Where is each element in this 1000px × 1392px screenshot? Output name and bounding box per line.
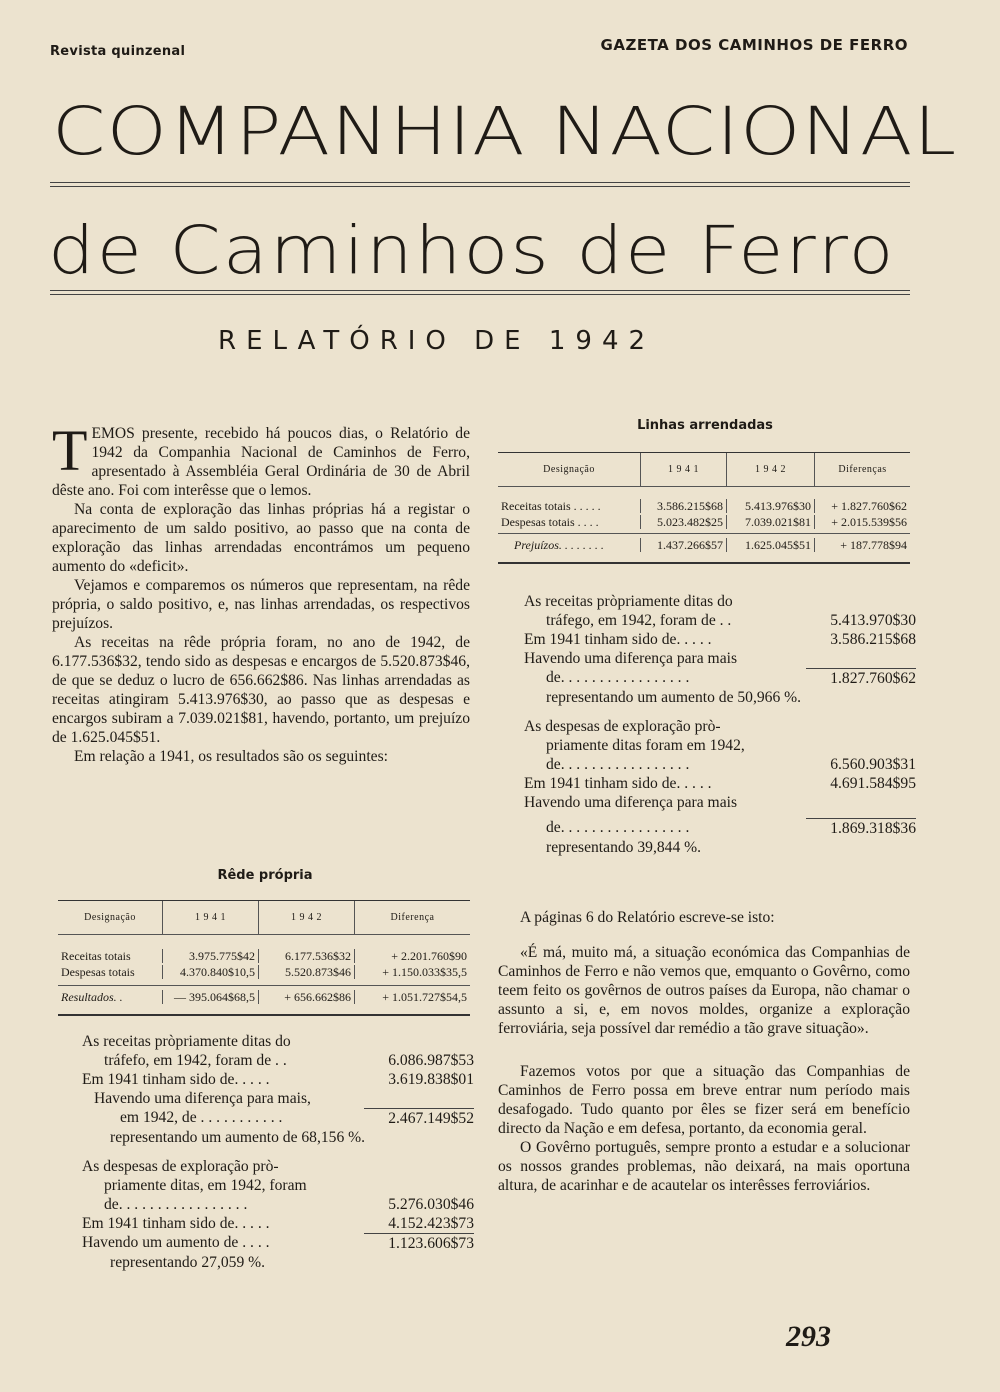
paragraph: O Govêrno português, sempre pronto a estudar e a solucionar os nossos grandes problemas, não deixará, na mais oportuna altura, de acarinhar e de acautelar os interêsses ferroviários.: [498, 1139, 910, 1194]
table-header-row: [498, 453, 910, 487]
table-row: Receitas totais . . . . . 3.586.215$68 5.413.976$30 + 1.827.760$62: [498, 487, 910, 515]
column-header: Diferenças: [814, 453, 910, 487]
page-number: 293: [786, 1320, 831, 1353]
title-line-1: COMPANHIA NACIONAL: [52, 93, 958, 170]
title-rule: [50, 186, 910, 187]
header-left: Revista quinzenal: [50, 44, 186, 59]
table-linhas-arrendadas: [498, 452, 910, 564]
column-header: Designação: [498, 453, 640, 487]
column-header: 1 9 4 1: [640, 453, 726, 487]
column-header: 1 9 4 2: [258, 901, 354, 935]
column-header: Diferença: [354, 901, 470, 935]
column-header: Designação: [58, 901, 162, 935]
table-title: Rêde própria: [217, 868, 313, 883]
title-rule: [50, 182, 910, 183]
left-column: [52, 418, 470, 766]
title-line-2: de Caminhos de Ferro: [48, 212, 896, 289]
header-right: GAZETA DOS CAMINHOS DE FERRO: [600, 36, 908, 54]
subtitle: RELATÓRIO DE 1942: [218, 326, 656, 356]
calc-linhas-arrendadas: As receitas pròpriamente ditas do tráfego, em 1942, foram de . . 5.413.970$30 Em 1941 tinham sido de. . . . . 3.586.215$68 Havendo uma diferença para mais de. . . . . . . . . . . . . . . . . 1.827.760$62 representando um aumento de 50,966 %. As despesas de exploração prò- priamente ditas foram em 1942, de. . . . . . . . . . . . . . . . . 6.560.903$31 Em 1941 tinham sido de. . . . . 4.691.584$95 Havendo uma diferença para mais de. . . . . . . . . . . . . . . . . 1.869.318$36 representando 39,844 %.: [524, 593, 916, 856]
paragraph: Vejamos e comparemos os números que representam, na rêde própria, o saldo positivo, e, nas linhas arrendadas, os respectivos prejuízos.: [52, 577, 470, 632]
calc-rede-propria: As receitas pròpriamente ditas do tráfefo, em 1942, foram de . . 6.086.987$53 Em 1941 tinham sido de. . . . . 3.619.838$01 Havendo uma diferença para mais, em 1942, de . . . . . . . . . . . 2.467.149$52 representando um aumento de 68,156 %. As despesas de exploração prò- priamente ditas, em 1942, foram de. . . . . . . . . . . . . . . . . 5.276.030$46 Em 1941 tinham sido de. . . . . 4.152.423$73 Havendo um aumento de . . . . 1.123.606$73 representando 27,059 %.: [82, 1033, 474, 1271]
quote-paragraph: «É má, muito má, a situação económica das Companhias de Caminhos de Ferro e não vemos que, emquanto o Govêrno, como teem feito os govêrnos de outros países da Europa, não chamar o assunto a si, e, em novos moldes, organize a exploração ferroviária, seja possível dar remédio a tão grave situação».: [498, 944, 910, 1037]
right-column: [498, 908, 910, 1195]
table-title: Linhas arrendadas: [637, 418, 773, 433]
table-rede-propria: [58, 900, 470, 1016]
table-row: Receitas totais 3.975.775$42 6.177.536$32 + 2.201.760$90: [58, 935, 470, 965]
paragraph: TEMOS presente, recebido há poucos dias, o Relatório de 1942 da Companhia Nacional de Caminhos de Ferro, apresentado à Assembléia Geral Ordinária de 30 de Abril dêste ano. Foi com interêsse que o lemos.: [52, 418, 470, 499]
paragraph: A páginas 6 do Relatório escreve-se isto:: [520, 909, 775, 926]
column-header: 1 9 4 2: [726, 453, 814, 487]
paragraph: Fazemos votos por que a situação das Companhias de Caminhos de Ferro possa em breve entrar num período mais desafogado. Tudo quanto por êles se fizer será em benefício directo da Nação e em defesa, portanto, da economia geral.: [498, 1063, 910, 1137]
drop-cap: T: [52, 418, 88, 483]
table-header-row: [58, 901, 470, 935]
table-summary-row: Resultados. . — 395.064$68,5 + 656.662$86 + 1.051.727$54,5: [58, 985, 470, 1014]
paragraph: Em relação a 1941, os resultados são os seguintes:: [74, 748, 388, 765]
title-rule: [50, 290, 910, 291]
table-summary-row: Prejuízos. . . . . . . . 1.437.266$57 1.625.045$51 + 187.778$94: [498, 533, 910, 562]
title-rule: [50, 294, 910, 295]
table-row: Despesas totais . . . . 5.023.482$25 7.039.021$81 + 2.015.539$56: [498, 515, 910, 533]
column-header: 1 9 4 1: [162, 901, 258, 935]
table-row: Despesas totais 4.370.840$10,5 5.520.873$46 + 1.150.033$35,5: [58, 965, 470, 985]
paragraph: Na conta de exploração das linhas próprias há a registar o aparecimento de um saldo positivo, ao passo que na conta de exploração das linhas arrendadas encontrámos um pequeno aumento do «deficit».: [52, 501, 470, 575]
paragraph: As receitas na rêde própria foram, no ano de 1942, de 6.177.536$32, tendo sido as despesas e encargos de 5.520.873$46, de que se deduz o lucro de 656.662$86. Nas linhas arrendadas as receitas atingiram 5.413.976$30, ao passo que as despesas e encargos subiram a 7.039.021$81, havendo, portanto, um prejuízo de 1.625.045$51.: [52, 634, 470, 746]
